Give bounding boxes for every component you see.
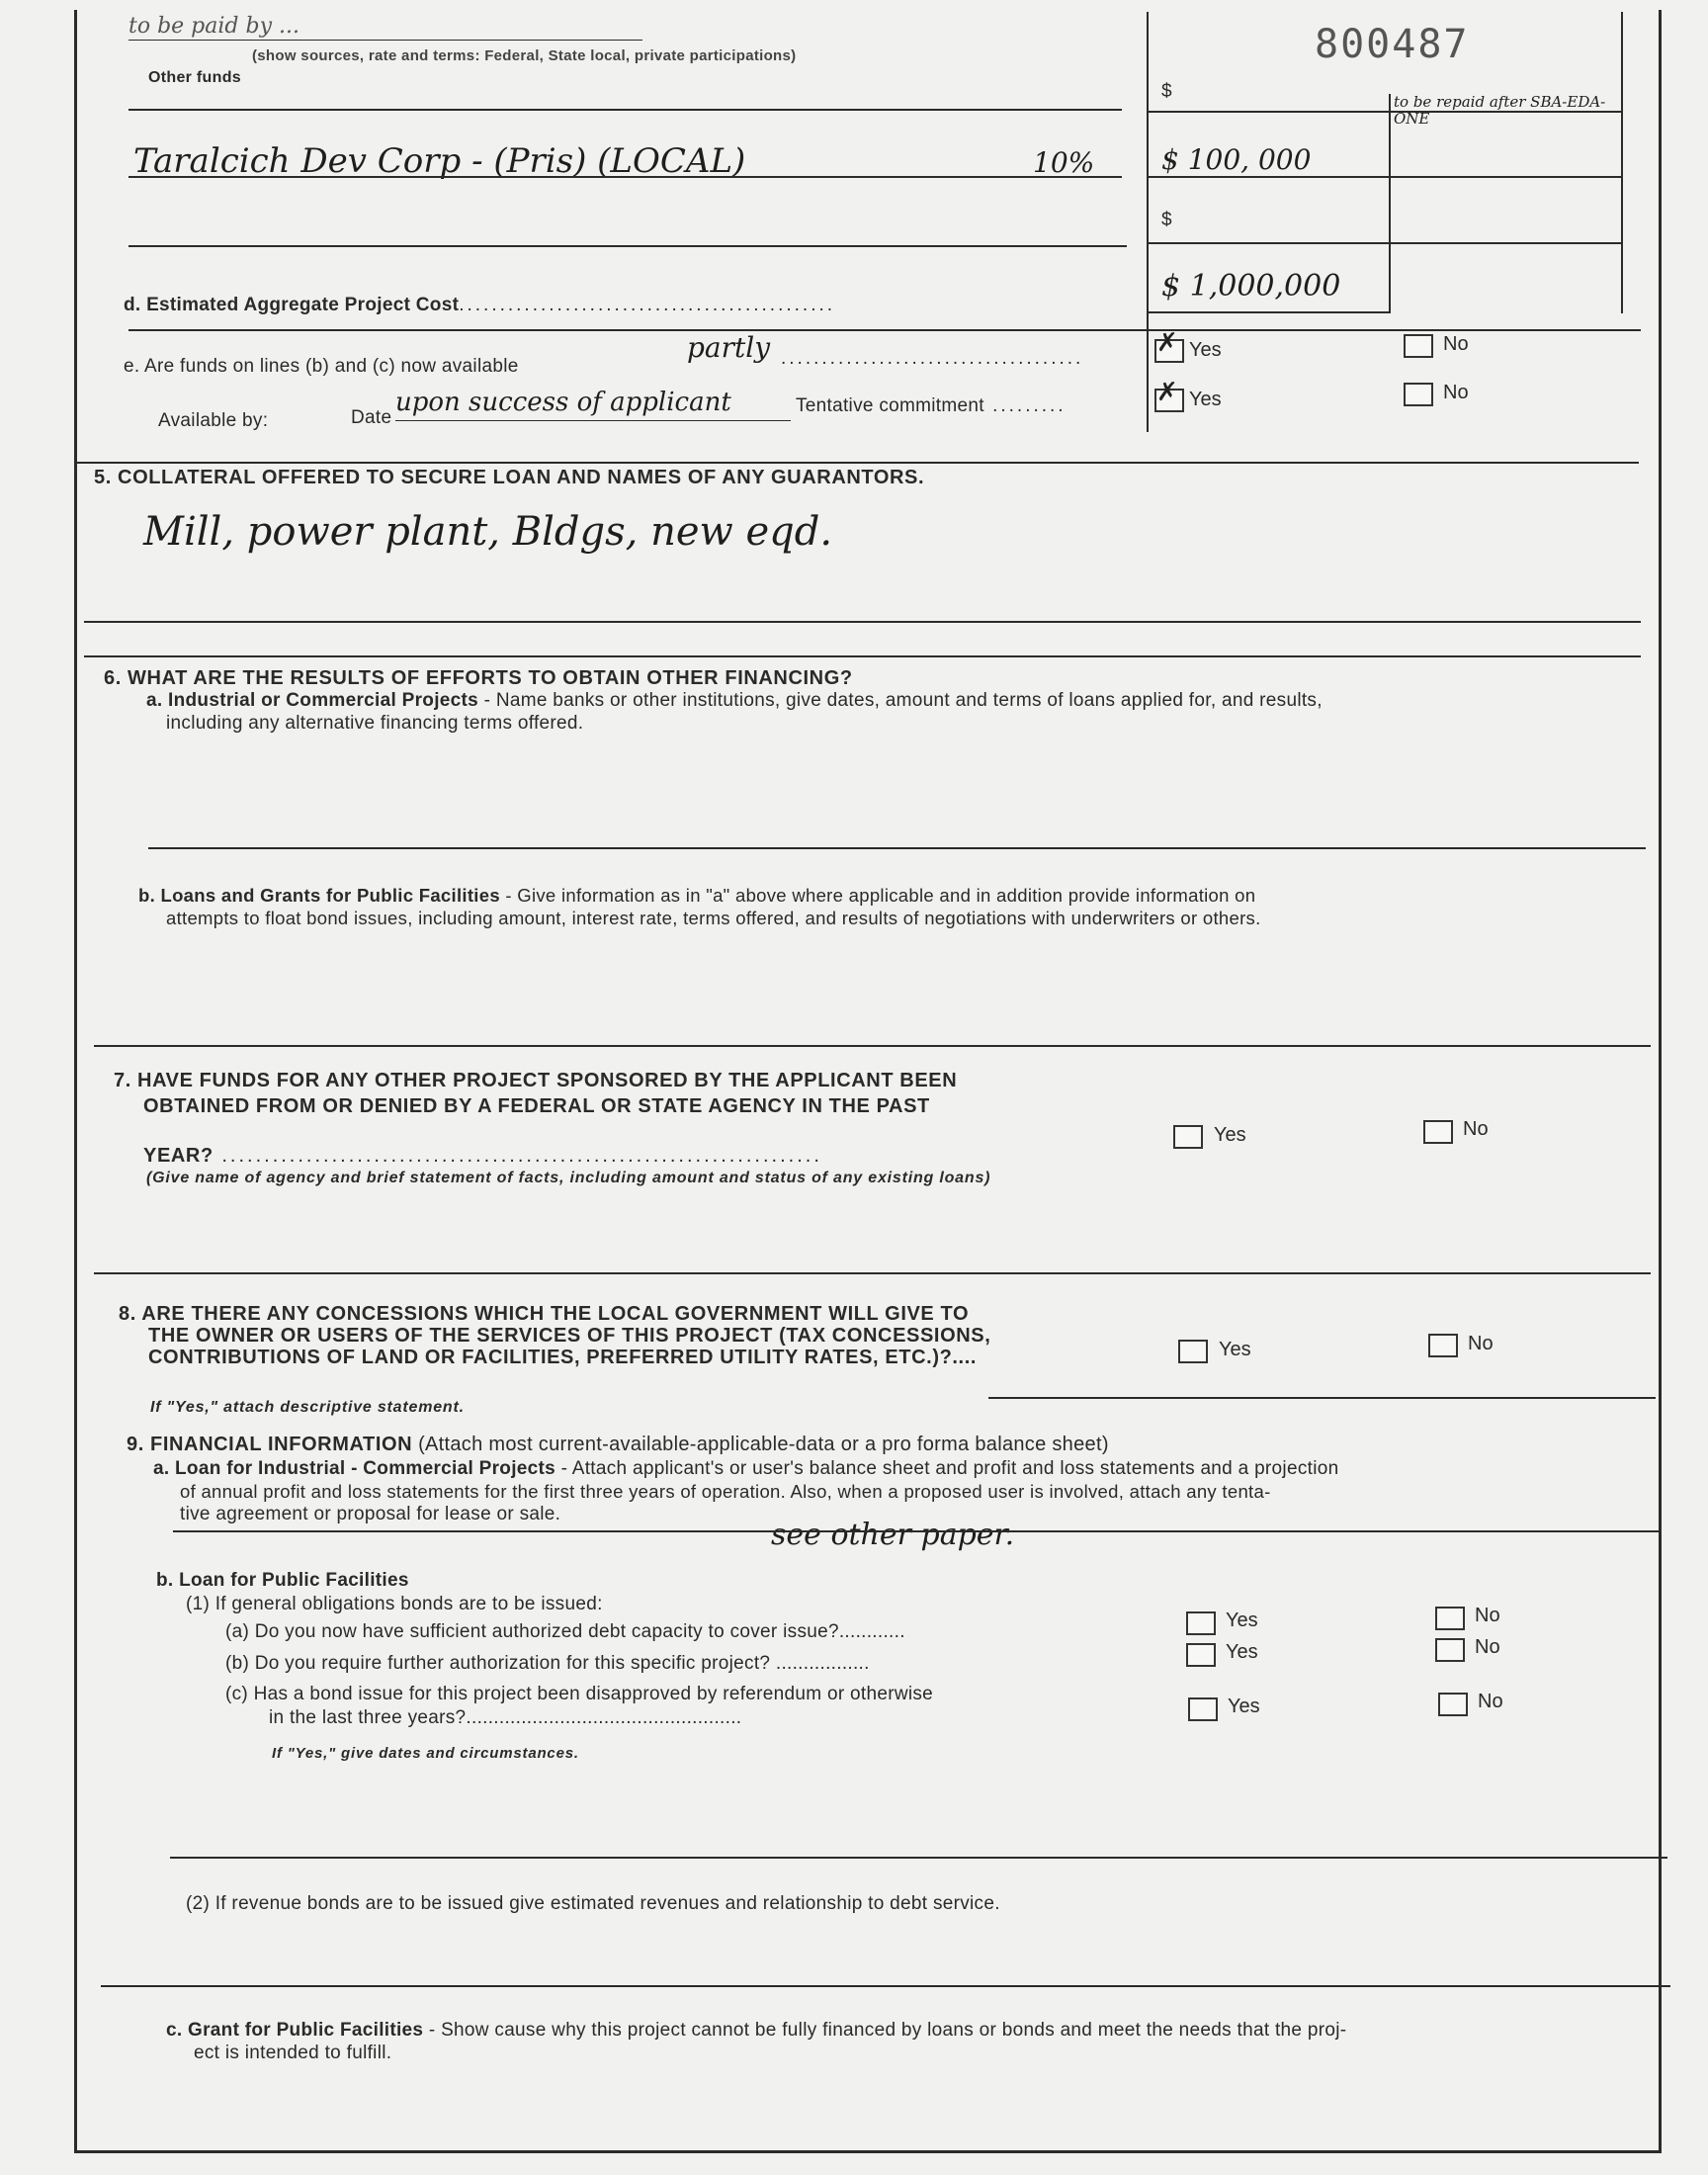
tentative-no-label: No: [1443, 382, 1469, 403]
section-9b-title: b. Loan for Public Facilities: [156, 1570, 409, 1591]
date-handwritten[interactable]: upon success of applicant: [395, 388, 731, 417]
question-c-yes-checkbox[interactable]: [1188, 1697, 1218, 1721]
section-7-no-label: No: [1463, 1118, 1489, 1140]
question-c-line-2: in the last three years?..................................................: [269, 1707, 742, 1728]
section-9c-line-1: c. Grant for Public Facilities - Show cause why this project cannot be fully financed by loans or bonds and meet the needs that the proj-: [166, 2020, 1347, 2041]
collateral-handwritten[interactable]: Mill, power plant, Bldgs, new eqd.: [143, 509, 833, 555]
tentative-yes-mark: ✗: [1156, 378, 1178, 407]
section-5-top-rule: [77, 462, 1639, 464]
item-d-rule: [128, 329, 1641, 331]
question-a-yes-label: Yes: [1226, 1610, 1258, 1631]
date-underline: [395, 420, 791, 421]
amount-rule-2: [1149, 176, 1621, 178]
section-7-line-1: 7. HAVE FUNDS FOR ANY OTHER PROJECT SPONSORED BY THE APPLICANT BEEN: [114, 1070, 958, 1091]
question-b: (b) Do you require further authorization for this specific project? .................: [225, 1653, 870, 1674]
tentative-no-checkbox[interactable]: [1404, 383, 1433, 406]
section-7-note: (Give name of agency and brief statement of facts, including amount and status of any existing loans): [146, 1170, 991, 1186]
section-8-bottom-rule: [988, 1397, 1656, 1399]
top-fragment: to be paid by ...: [128, 14, 299, 39]
section-8-yes-checkbox[interactable]: [1178, 1340, 1208, 1363]
top-rule: [128, 40, 642, 41]
other-funds-entry[interactable]: Taralcich Dev Corp - (Pris) (LOCAL): [133, 141, 746, 181]
section-7-yes-label: Yes: [1214, 1124, 1246, 1146]
section-7-line-3: YEAR? .......................................................................: [143, 1145, 822, 1167]
other-funds-percent: 10%: [1033, 146, 1095, 179]
item-d-label: d. Estimated Aggregate Project Cost..............................................: [124, 295, 836, 315]
section-5-title: 5. COLLATERAL OFFERED TO SECURE LOAN AND NAMES OF ANY GUARANTORS.: [94, 467, 925, 488]
section-6b-line-2: attempts to float bond issues, including amount, interest rate, terms offered, and results of negotiations with underwriters or others.: [166, 908, 1261, 928]
question-a-no-checkbox[interactable]: [1435, 1607, 1465, 1630]
section-9c-line-2: ect is intended to fulfill.: [194, 2043, 392, 2063]
section-5-rule-b: [84, 655, 1641, 657]
question-b-no-checkbox[interactable]: [1435, 1638, 1465, 1662]
question-c-no-label: No: [1478, 1691, 1503, 1712]
item-e-yes-mark: ✗: [1156, 328, 1178, 358]
section-8-no-label: No: [1468, 1333, 1494, 1354]
section-7-top-rule: [94, 1045, 1651, 1047]
section-9a-line-1: a. Loan for Industrial - Commercial Projects - Attach applicant's or user's balance sheet and profit and loss statements and a projection: [153, 1458, 1339, 1479]
section-8-line-1: 8. ARE THERE ANY CONCESSIONS WHICH THE LOCAL GOVERNMENT WILL GIVE TO: [119, 1303, 970, 1325]
tentative-label: Tentative commitment .........: [796, 395, 1067, 416]
section-9-title: 9. FINANCIAL INFORMATION (Attach most current-available-applicable-data or a pro forma balance sheet): [127, 1434, 1109, 1455]
repay-note: to be repaid after SBA-EDA-ONE: [1394, 93, 1606, 128]
item-e-label: e. Are funds on lines (b) and (c) now available: [124, 356, 519, 377]
other-funds-line-1: [128, 109, 1122, 111]
question-a: (a) Do you now have sufficient authorized debt capacity to cover issue?............: [225, 1621, 905, 1642]
section-8-note: If "Yes," attach descriptive statement.: [150, 1399, 465, 1416]
item-e-no-checkbox[interactable]: [1404, 334, 1433, 358]
tentative-yes-label: Yes: [1189, 389, 1222, 410]
other-funds-label: Other funds: [148, 69, 241, 86]
section-8-line-2: THE OWNER OR USERS OF THE SERVICES OF THIS PROJECT (TAX CONCESSIONS,: [148, 1325, 991, 1347]
section-6a-line-2: including any alternative financing terms offered.: [166, 713, 584, 734]
other-funds-hint: (show sources, rate and terms: Federal, State local, private participations): [252, 47, 797, 64]
question-b-yes-checkbox[interactable]: [1186, 1643, 1216, 1667]
section-8-top-rule: [94, 1272, 1651, 1274]
other-funds-line-3: [128, 245, 1127, 247]
question-a-no-label: No: [1475, 1605, 1500, 1626]
section-6b-line-1: b. Loans and Grants for Public Facilities - Give information as in "a" above where applicable and in addition provide information on: [138, 885, 1256, 906]
available-by-label: Available by:: [158, 410, 269, 431]
section-8-no-checkbox[interactable]: [1428, 1334, 1458, 1357]
section-5-rule-a: [84, 621, 1641, 623]
section-9a-line-3: tive agreement or proposal for lease or sale.: [180, 1504, 561, 1524]
date-label: Date: [351, 407, 392, 428]
section-9a-line-2: of annual profit and loss statements for the first three years of operation. Also, when a proposed user is involved, attach any tenta-: [180, 1481, 1271, 1502]
section-9a-handwritten[interactable]: see other paper.: [771, 1518, 1015, 1552]
question-c-line-1: (c) Has a bond issue for this project been disapproved by referendum or otherwise: [225, 1684, 934, 1704]
item-e-leader: .....................................: [781, 348, 1084, 369]
section-6-title: 6. WHAT ARE THE RESULTS OF EFFORTS TO OBTAIN OTHER FINANCING?: [104, 667, 853, 689]
item-e-yes-label: Yes: [1189, 339, 1222, 361]
section-8-line-3: CONTRIBUTIONS OF LAND OR FACILITIES, PREFERRED UTILITY RATES, ETC.)?....: [148, 1347, 978, 1368]
section-9b-1: (1) If general obligations bonds are to be issued:: [186, 1594, 603, 1614]
amount-rule-3: [1149, 242, 1621, 244]
section-9a-rule: [173, 1530, 1661, 1532]
item-e-no-label: No: [1443, 333, 1469, 355]
section-7-line-2: OBTAINED FROM OR DENIED BY A FEDERAL OR STATE AGENCY IN THE PAST: [143, 1095, 930, 1117]
amount-1[interactable]: $: [1161, 81, 1172, 102]
stamp-number: 800487: [1315, 22, 1470, 67]
question-b-no-label: No: [1475, 1636, 1500, 1658]
section-9b1-rule: [170, 1857, 1667, 1859]
if-yes-note: If "Yes," give dates and circumstances.: [272, 1745, 579, 1762]
other-funds-line-2: [128, 176, 1122, 178]
section-7-no-checkbox[interactable]: [1423, 1120, 1453, 1144]
amount-rule-4: [1149, 311, 1391, 313]
item-e-handwritten[interactable]: partly: [687, 331, 771, 364]
section-6a-rule: [148, 847, 1646, 849]
section-8-yes-label: Yes: [1219, 1339, 1251, 1360]
section-7-yes-checkbox[interactable]: [1173, 1125, 1203, 1149]
section-9b2-rule: [101, 1985, 1670, 1987]
section-6a-line-1: a. Industrial or Commercial Projects - Name banks or other institutions, give dates, amount and terms of loans applied for, and results,: [146, 690, 1323, 711]
question-c-no-checkbox[interactable]: [1438, 1693, 1468, 1716]
question-c-yes-label: Yes: [1228, 1696, 1260, 1717]
amount-2[interactable]: $ 100, 000: [1161, 143, 1312, 176]
amount-3[interactable]: $: [1161, 210, 1172, 230]
item-d-amount[interactable]: $ 1,000,000: [1161, 269, 1341, 304]
question-a-yes-checkbox[interactable]: [1186, 1611, 1216, 1635]
note-column-right: [1621, 12, 1623, 313]
amount-column-left: [1147, 12, 1149, 432]
question-b-yes-label: Yes: [1226, 1641, 1258, 1663]
amount-column-right: [1389, 94, 1391, 313]
section-9b-2: (2) If revenue bonds are to be issued give estimated revenues and relationship to debt service.: [186, 1893, 1000, 1914]
